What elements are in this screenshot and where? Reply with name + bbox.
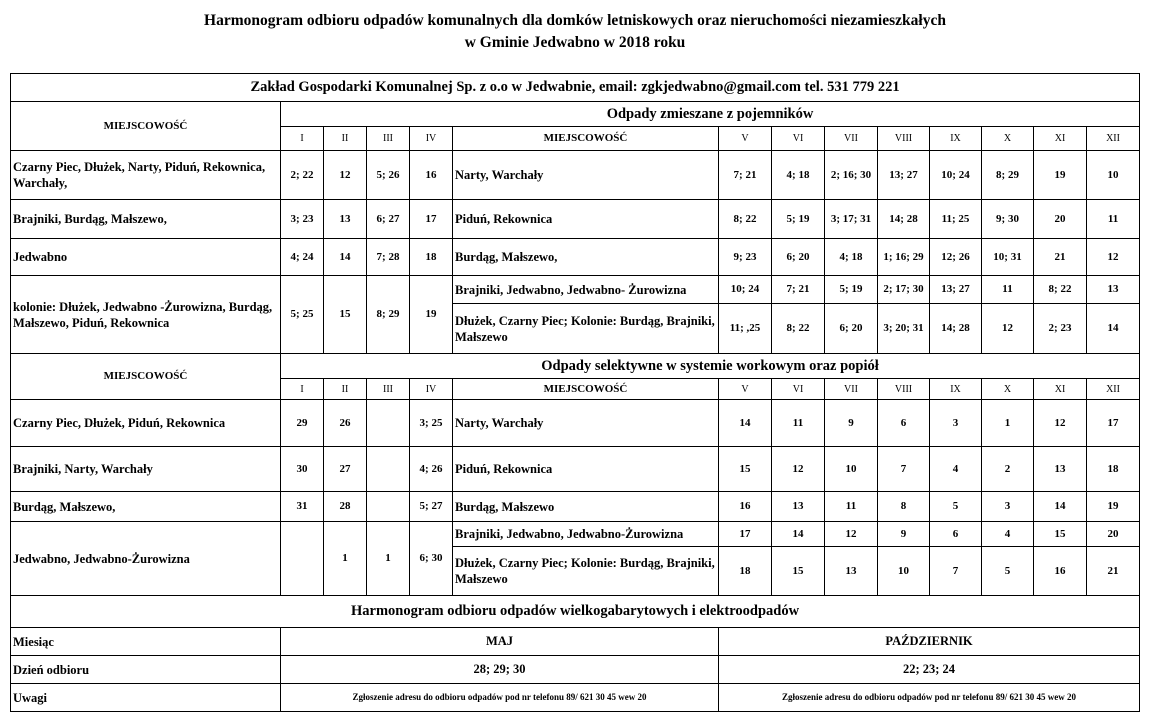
date-cell: 14; 28 [878, 200, 930, 239]
month-header: V [719, 127, 772, 151]
day-label: Dzień odbioru [11, 656, 281, 684]
month-header: I [281, 379, 324, 400]
bulky-days-may: 28; 29; 30 [281, 656, 719, 684]
date-cell: 5 [982, 547, 1034, 596]
title-line-1: Harmonogram odbioru odpadów komunalnych dla domków letniskowych oraz nieruchomości niezamieszkałych [204, 12, 946, 29]
date-cell: 6 [930, 522, 982, 547]
month-header: VI [772, 127, 825, 151]
month-header: VIII [878, 379, 930, 400]
place-cell: Burdąg, Małszewo, [453, 239, 719, 276]
date-cell: 28 [324, 492, 367, 522]
date-cell: 9 [825, 400, 878, 447]
date-cell [367, 492, 410, 522]
date-cell: 13; 27 [878, 151, 930, 200]
month-header: IX [930, 379, 982, 400]
date-cell: 8; 22 [772, 304, 825, 354]
date-cell: 2; 23 [1034, 304, 1087, 354]
date-cell: 26 [324, 400, 367, 447]
date-cell: 29 [281, 400, 324, 447]
date-cell: 14 [324, 239, 367, 276]
place-cell: Brajniki, Narty, Warchały [11, 447, 281, 492]
notes-label: Uwagi [11, 684, 281, 712]
date-cell: 8; 29 [367, 276, 410, 354]
date-cell: 16 [410, 151, 453, 200]
month-header: IX [930, 127, 982, 151]
date-cell: 4 [982, 522, 1034, 547]
date-cell: 11; ,25 [719, 304, 772, 354]
date-cell: 3 [930, 400, 982, 447]
date-cell: 5; 25 [281, 276, 324, 354]
place-cell: Brajniki, Jedwabno, Jedwabno-Żurowizna [453, 522, 719, 547]
date-cell: 18 [719, 547, 772, 596]
date-cell: 4; 18 [772, 151, 825, 200]
date-cell: 10; 24 [719, 276, 772, 304]
bulky-note-may: Zgłoszenie adresu do odbioru odpadów pod nr telefonu 89/ 621 30 45 wew 20 [281, 684, 719, 712]
date-cell: 6; 20 [825, 304, 878, 354]
bulky-days-october: 22; 23; 24 [719, 656, 1140, 684]
date-cell: 15 [1034, 522, 1087, 547]
selective-section-title: Odpady selektywne w systemie workowym oraz popiół [281, 354, 1140, 379]
date-cell: 18 [1087, 447, 1140, 492]
date-cell: 6; 30 [410, 522, 453, 596]
date-cell: 14 [1034, 492, 1087, 522]
date-cell: 5 [930, 492, 982, 522]
date-cell: 27 [324, 447, 367, 492]
date-cell: 13 [1034, 447, 1087, 492]
date-cell: 15 [719, 447, 772, 492]
date-cell: 7; 28 [367, 239, 410, 276]
place-cell: Czarny Piec, Dłużek, Piduń, Rekownica [11, 400, 281, 447]
date-cell: 16 [719, 492, 772, 522]
date-cell: 14; 28 [930, 304, 982, 354]
date-cell: 5; 19 [772, 200, 825, 239]
date-cell: 2; 16; 30 [825, 151, 878, 200]
company-header: Zakład Gospodarki Komunalnej Sp. z o.o w Jedwabnie, email: zgkjedwabno@gmail.com tel. 531 779 221 [11, 74, 1140, 102]
place-cell: Czarny Piec, Dłużek, Narty, Piduń, Rekownica, Warchały, [11, 151, 281, 200]
date-cell: 8; 22 [719, 200, 772, 239]
month-label: Miesiąc [11, 628, 281, 656]
place-cell: Narty, Warchały [453, 400, 719, 447]
miejscowosc-header: MIEJSCOWOŚĆ [453, 127, 719, 151]
date-cell: 7; 21 [719, 151, 772, 200]
date-cell: 4; 18 [825, 239, 878, 276]
place-cell: Piduń, Rekownica [453, 200, 719, 239]
date-cell: 11 [772, 400, 825, 447]
date-cell: 14 [719, 400, 772, 447]
title-line-2: w Gminie Jedwabno w 2018 roku [464, 34, 686, 51]
month-header: II [324, 379, 367, 400]
date-cell: 3; 20; 31 [878, 304, 930, 354]
date-cell: 10; 31 [982, 239, 1034, 276]
date-cell: 21 [1034, 239, 1087, 276]
date-cell: 7; 21 [772, 276, 825, 304]
date-cell: 14 [1087, 304, 1140, 354]
date-cell: 14 [772, 522, 825, 547]
date-cell: 9; 23 [719, 239, 772, 276]
date-cell: 16 [1034, 547, 1087, 596]
date-cell [367, 447, 410, 492]
bulky-month-may: MAJ [281, 628, 719, 656]
month-header: XII [1087, 379, 1140, 400]
date-cell: 30 [281, 447, 324, 492]
month-header: III [367, 127, 410, 151]
place-cell: Brajniki, Burdąg, Małszewo, [11, 200, 281, 239]
date-cell: 12 [1087, 239, 1140, 276]
miejscowosc-header: MIEJSCOWOŚĆ [11, 102, 281, 151]
date-cell [367, 400, 410, 447]
date-cell: 21 [1087, 547, 1140, 596]
date-cell: 13 [772, 492, 825, 522]
place-cell: kolonie: Dłużek, Jedwabno -Żurowizna, Burdąg, Małszewo, Piduń, Rekownica [11, 276, 281, 354]
schedule-table [10, 73, 1140, 712]
date-cell: 10 [878, 547, 930, 596]
date-cell: 5; 26 [367, 151, 410, 200]
date-cell: 10 [1087, 151, 1140, 200]
date-cell: 1 [367, 522, 410, 596]
place-cell: Piduń, Rekownica [453, 447, 719, 492]
date-cell: 12 [324, 151, 367, 200]
date-cell: 7 [930, 547, 982, 596]
date-cell: 4; 26 [410, 447, 453, 492]
date-cell: 18 [410, 239, 453, 276]
date-cell: 3; 25 [410, 400, 453, 447]
month-header: IV [410, 127, 453, 151]
place-cell: Brajniki, Jedwabno, Jedwabno- Żurowizna [453, 276, 719, 304]
date-cell: 3 [982, 492, 1034, 522]
month-header: XI [1034, 379, 1087, 400]
month-header: I [281, 127, 324, 151]
month-header: VI [772, 379, 825, 400]
place-cell: Burdąg, Małszewo [453, 492, 719, 522]
place-cell: Dłużek, Czarny Piec; Kolonie: Burdąg, Brajniki, Małszewo [453, 304, 719, 354]
date-cell: 13 [825, 547, 878, 596]
date-cell: 11 [825, 492, 878, 522]
month-header: VII [825, 127, 878, 151]
date-cell: 11; 25 [930, 200, 982, 239]
date-cell: 20 [1087, 522, 1140, 547]
date-cell: 19 [1034, 151, 1087, 200]
place-cell: Narty, Warchały [453, 151, 719, 200]
date-cell: 12 [982, 304, 1034, 354]
month-header: X [982, 379, 1034, 400]
date-cell: 3; 17; 31 [825, 200, 878, 239]
mixed-section-title: Odpady zmieszane z pojemników [281, 102, 1140, 127]
month-header: XII [1087, 127, 1140, 151]
date-cell: 6; 27 [367, 200, 410, 239]
date-cell: 17 [410, 200, 453, 239]
date-cell: 10; 24 [930, 151, 982, 200]
miejscowosc-header: MIEJSCOWOŚĆ [11, 354, 281, 400]
place-cell: Jedwabno [11, 239, 281, 276]
month-header: X [982, 127, 1034, 151]
date-cell: 13; 27 [930, 276, 982, 304]
date-cell: 8 [878, 492, 930, 522]
bulky-month-october: PAŹDZIERNIK [719, 628, 1140, 656]
date-cell: 12 [772, 447, 825, 492]
date-cell: 5; 19 [825, 276, 878, 304]
miejscowosc-header: MIEJSCOWOŚĆ [453, 379, 719, 400]
document-title [0, 10, 1150, 54]
month-header: XI [1034, 127, 1087, 151]
date-cell: 2; 17; 30 [878, 276, 930, 304]
place-cell: Jedwabno, Jedwabno-Żurowizna [11, 522, 281, 596]
date-cell: 1 [324, 522, 367, 596]
date-cell: 4 [930, 447, 982, 492]
date-cell: 10 [825, 447, 878, 492]
month-header: VII [825, 379, 878, 400]
date-cell: 31 [281, 492, 324, 522]
date-cell [281, 522, 324, 596]
date-cell: 11 [982, 276, 1034, 304]
date-cell: 2 [982, 447, 1034, 492]
date-cell: 1; 16; 29 [878, 239, 930, 276]
date-cell: 7 [878, 447, 930, 492]
month-header: V [719, 379, 772, 400]
place-cell: Burdąg, Małszewo, [11, 492, 281, 522]
place-cell: Dłużek, Czarny Piec; Kolonie: Burdąg, Brajniki, Małszewo [453, 547, 719, 596]
date-cell: 17 [1087, 400, 1140, 447]
bulky-note-october: Zgłoszenie adresu do odbioru odpadów pod nr telefonu 89/ 621 30 45 wew 20 [719, 684, 1140, 712]
date-cell: 1 [982, 400, 1034, 447]
date-cell: 9 [878, 522, 930, 547]
date-cell: 13 [324, 200, 367, 239]
date-cell: 6 [878, 400, 930, 447]
date-cell: 12 [825, 522, 878, 547]
date-cell: 19 [410, 276, 453, 354]
date-cell: 19 [1087, 492, 1140, 522]
date-cell: 13 [1087, 276, 1140, 304]
month-header: IV [410, 379, 453, 400]
bulky-section-title: Harmonogram odbioru odpadów wielkogabarytowych i elektroodpadów [11, 596, 1140, 628]
date-cell: 17 [719, 522, 772, 547]
date-cell: 5; 27 [410, 492, 453, 522]
date-cell: 8; 29 [982, 151, 1034, 200]
date-cell: 3; 23 [281, 200, 324, 239]
date-cell: 15 [324, 276, 367, 354]
date-cell: 6; 20 [772, 239, 825, 276]
date-cell: 11 [1087, 200, 1140, 239]
date-cell: 8; 22 [1034, 276, 1087, 304]
date-cell: 9; 30 [982, 200, 1034, 239]
date-cell: 12 [1034, 400, 1087, 447]
date-cell: 12; 26 [930, 239, 982, 276]
month-header: II [324, 127, 367, 151]
date-cell: 4; 24 [281, 239, 324, 276]
month-header: VIII [878, 127, 930, 151]
date-cell: 20 [1034, 200, 1087, 239]
date-cell: 2; 22 [281, 151, 324, 200]
date-cell: 15 [772, 547, 825, 596]
month-header: III [367, 379, 410, 400]
